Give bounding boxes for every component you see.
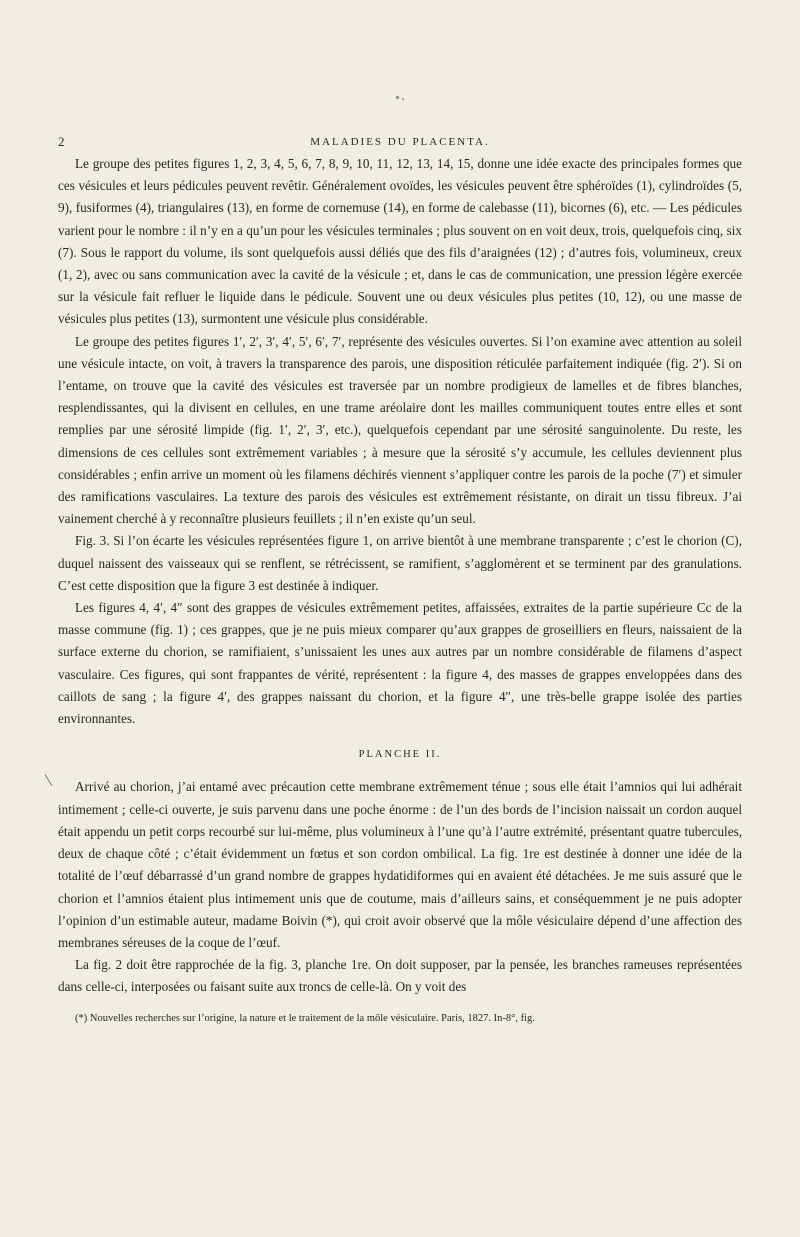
- plate-heading: PLANCHE II.: [358, 749, 442, 761]
- body-text: [58, 153, 742, 999]
- paragraph: Le groupe des petites figures 1′, 2′, 3′, 4′, 5′, 6′, 7′, représente des vésicules ouvertes. Si l’on examine avec attention au soleil une vésicule intacte, on voit, à travers la transparence des parois, une disposition réticulée parfaitement indiquée (fig. 2′). Si on l’entame, on trouve que la cavité des vésicules est traversée par un nombre prodigieux de lamelles et de fibres blanches, resplendissantes, qui la divisent en cellules, en une trame aréolaire dont les mailles communiquent toutes entre elles et sont remplies par une sérosité limpide (fig. 1′, 2′, 3′, etc.), quelquefois cependant par une sérosité sanguinolente. Du reste, les dimensions de ces cellules sont extrêmement variables ; à mesure que la sérosité s’y accumule, les cellules deviennent plus considérables ; enfin arrive un moment où les filamens déchirés viennent s’appliquer contre les parois de la poche (7′) et simuler des ramifications vasculaires. La texture des parois des vésicules est extrêmement résistante, on dirait un tissu fibreux. J’ai vainement cherché à y reconnaître plusieurs feuillets ; il n’en existe qu’un seul.: [58, 333, 742, 527]
- running-title: MALADIES DU PLACENTA.: [310, 136, 490, 148]
- page-header: [58, 134, 742, 152]
- paragraph: La fig. 2 doit être rapprochée de la fig. 3, planche 1re. On doit supposer, par la pensée, les branches rameuses représentées dans celle-ci, interposées ou faisant suite aux troncs de celle-là. On y voit des: [58, 957, 742, 995]
- paragraph: Arrivé au chorion, j’ai entamé avec précaution cette membrane extrêmement ténue ; sous elle était l’amnios qui lui adhérait intimement ; celle-ci ouverte, je suis parvenu dans une poche énorme : de l’un des bords de l’incision naissait un cordon auquel était appendu un petit corps recourbé sur lui-même, plus volumineux à l’une qu’à l’autre extrémité, présentant quatre tubercules, deux de chaque côté ; c’était évidemment un fœtus et son cordon ombilical. La fig. 1re est destinée à donner une idée de la totalité de l’œuf débarrassé d’un grand nombre de grappes hydatidiformes qui en avaient été détachées. Je me suis assuré que le chorion et l’amnios étaient plus intimement unis que de coutume, mais d’ailleurs sains, et conséquemment je ne puis adopter l’opinion d’un estimable auteur, madame Boivin (*), qui croit avoir observé que la môle vésiculaire dépend d’une affection des membranes séreuses de la coque de l’œuf.: [58, 779, 742, 950]
- footnote: (*) Nouvelles recherches sur l’origine, la nature et le traitement de la môle vésiculaire. Paris, 1827. In-8°, fig.: [75, 1013, 535, 1024]
- paper-speck: [396, 96, 399, 99]
- page-number: 2: [58, 134, 65, 149]
- paragraph: Le groupe des petites figures 1, 2, 3, 4, 5, 6, 7, 8, 9, 10, 11, 12, 13, 14, 15, donne une idée exacte des principales formes que ces vésicules et leurs pédicules peuvent revêtir. Généralement ovoïdes, les vésicules peuvent être sphéroïdes (1), cylindroïdes (5, 9), fusiformes (4), triangulaires (13), en forme de cornemuse (14), en forme de calebasse (11), bicornes (6), etc. — Les pédicules varient pour le nombre : il n’y en a qu’un pour les vésicules terminales ; plus souvent on en voit deux, trois, quelquefois cinq, six (7). Sous le rapport du volume, ils sont quelquefois aussi déliés que des fils d’araignées (12) ; d’autres fois, volumineux, creux (1, 2), avec ou sans communication avec la cavité de la vésicule ; et, dans le cas de communication, une pression légère exercée sur la vésicule fait refluer le liquide dans le pédicule. Souvent une ou deux vésicules plus petites (10, 12), ou une masse de vésicules plus petites (13), surmontent une vésicule plus considérable.: [58, 156, 742, 327]
- paragraph: Les figures 4, 4′, 4″ sont des grappes de vésicules extrêmement petites, affaissées, extraites de la partie supérieure Cc de la masse commune (fig. 1) ; ces grappes, que je ne puis mieux comparer qu’aux grappes de groseilliers en fleurs, naissaient de la surface externe du chorion, se ramifiaient, s’unissaient les unes aux autres par un nombre considérable de filamens d’aspect vasculaire. Ces figures, qui sont frappantes de vérité, représentent : la figure 4, des masses de grappes enveloppées dans des caillots de sang ; la figure 4′, des grappes naissant du chorion, et la figure 4″, une très-belle grappe isolée des parties environnantes.: [58, 600, 742, 727]
- paper-speck: [402, 98, 404, 100]
- margin-pencil-mark: \: [43, 769, 53, 791]
- paragraph: Fig. 3. Si l’on écarte les vésicules représentées figure 1, on arrive bientôt à une membrane transparente ; c’est le chorion (C), duquel naissent des vaisseaux qui se renflent, se rétrécissent, se ramifient, s’agglomèrent et se terminent par des granulations. C’est cette disposition que la figure 3 est destinée à indiquer.: [58, 533, 742, 593]
